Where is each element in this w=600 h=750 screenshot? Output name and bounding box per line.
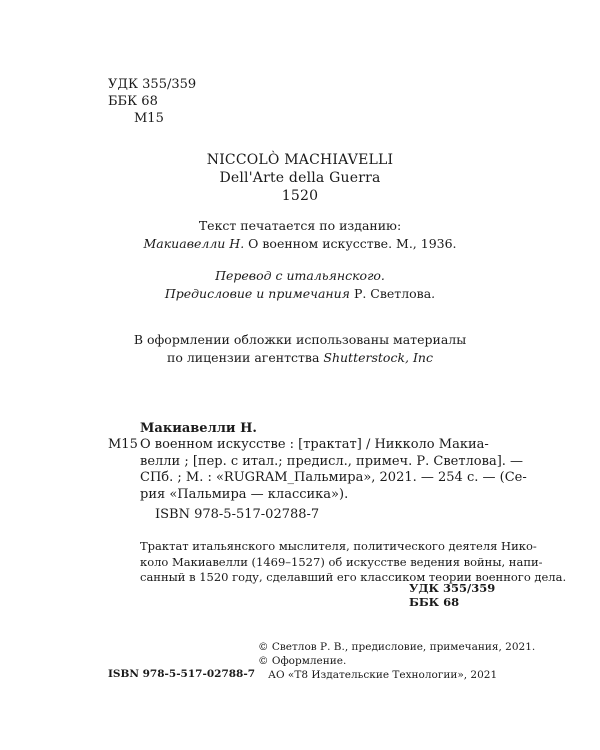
catalog-udk: УДК 355/359 [409, 581, 496, 595]
catalog-author-code: М15 [108, 437, 138, 452]
translation-suffix: . [431, 286, 436, 301]
classification-block [108, 76, 196, 127]
catalog-annotation [140, 539, 567, 586]
bottom-isbn: ISBN 978-5-517-02788-7 [108, 668, 256, 680]
source-line-1: Текст печатается по изданию: [198, 218, 402, 233]
udk-code: УДК 355/359 [108, 77, 197, 92]
source-edition-note [0, 217, 600, 253]
translation-line-2 [0, 285, 600, 303]
catalog-author-heading: Макиавелли Н. [140, 421, 257, 436]
catalog-bbk: ББК 68 [409, 595, 460, 609]
original-year: 1520 [281, 188, 319, 204]
bbk-code: ББК 68 [108, 94, 158, 109]
source-title: О военном искусстве. М., 1936. [244, 236, 457, 251]
cover-line-1: В оформлении обложки использованы материалы [133, 332, 467, 347]
source-line-2 [0, 235, 600, 253]
original-title-block [0, 151, 600, 205]
copyright-line: © Оформление. [258, 655, 347, 667]
stock-agency: Shutterstock, Inc [323, 350, 433, 365]
catalog-bibliographic-record [140, 437, 527, 503]
annotation-line: коло Макиавелли (1469–1527) об искусстве ведения войны, напи- [140, 554, 543, 569]
source-author: Макиавелли Н. [143, 236, 245, 251]
cover-design-note [0, 331, 600, 367]
cover-line-2-text: по лицензии агентства [167, 350, 324, 365]
copyright-line: АО «Т8 Издательские Технологии», 2021 [258, 669, 498, 681]
translator-name: Р. Светлова [353, 286, 432, 301]
original-author: NICCOLÒ MACHIAVELLI [206, 152, 394, 168]
catalog-line: велли ; [пер. с итал.; предисл., примеч. Р. Светлова]. — [140, 453, 524, 469]
catalog-isbn: ISBN 978-5-517-02788-7 [155, 507, 320, 522]
copyright-block [258, 640, 535, 682]
original-title: Dell'Arte della Guerra [219, 170, 381, 186]
translation-line-1: Перевод с итальянского. [215, 268, 385, 283]
annotation-line: Трактат итальянского мыслителя, политического деятеля Нико- [140, 539, 537, 553]
catalog-line: СПб. ; М. : «RUGRAM_Пальмира», 2021. — 254 с. — (Се- [140, 470, 527, 485]
catalog-classification [409, 581, 495, 609]
catalog-line: О военном искусстве : [трактат] / Никколо Макиа- [140, 437, 489, 452]
catalog-line: рия «Пальмира — классика»). [140, 486, 349, 502]
translation-note [0, 267, 600, 303]
author-code: М15 [134, 111, 164, 126]
annotation-line: санный в 1520 году, сделавший его классиком теории военного дела. [140, 570, 567, 584]
cover-line-2 [0, 349, 600, 367]
translation-prefix: Предисловие и примечания [164, 286, 354, 301]
copyright-line: © Светлов Р. В., предисловие, примечания, 2021. [258, 641, 536, 653]
